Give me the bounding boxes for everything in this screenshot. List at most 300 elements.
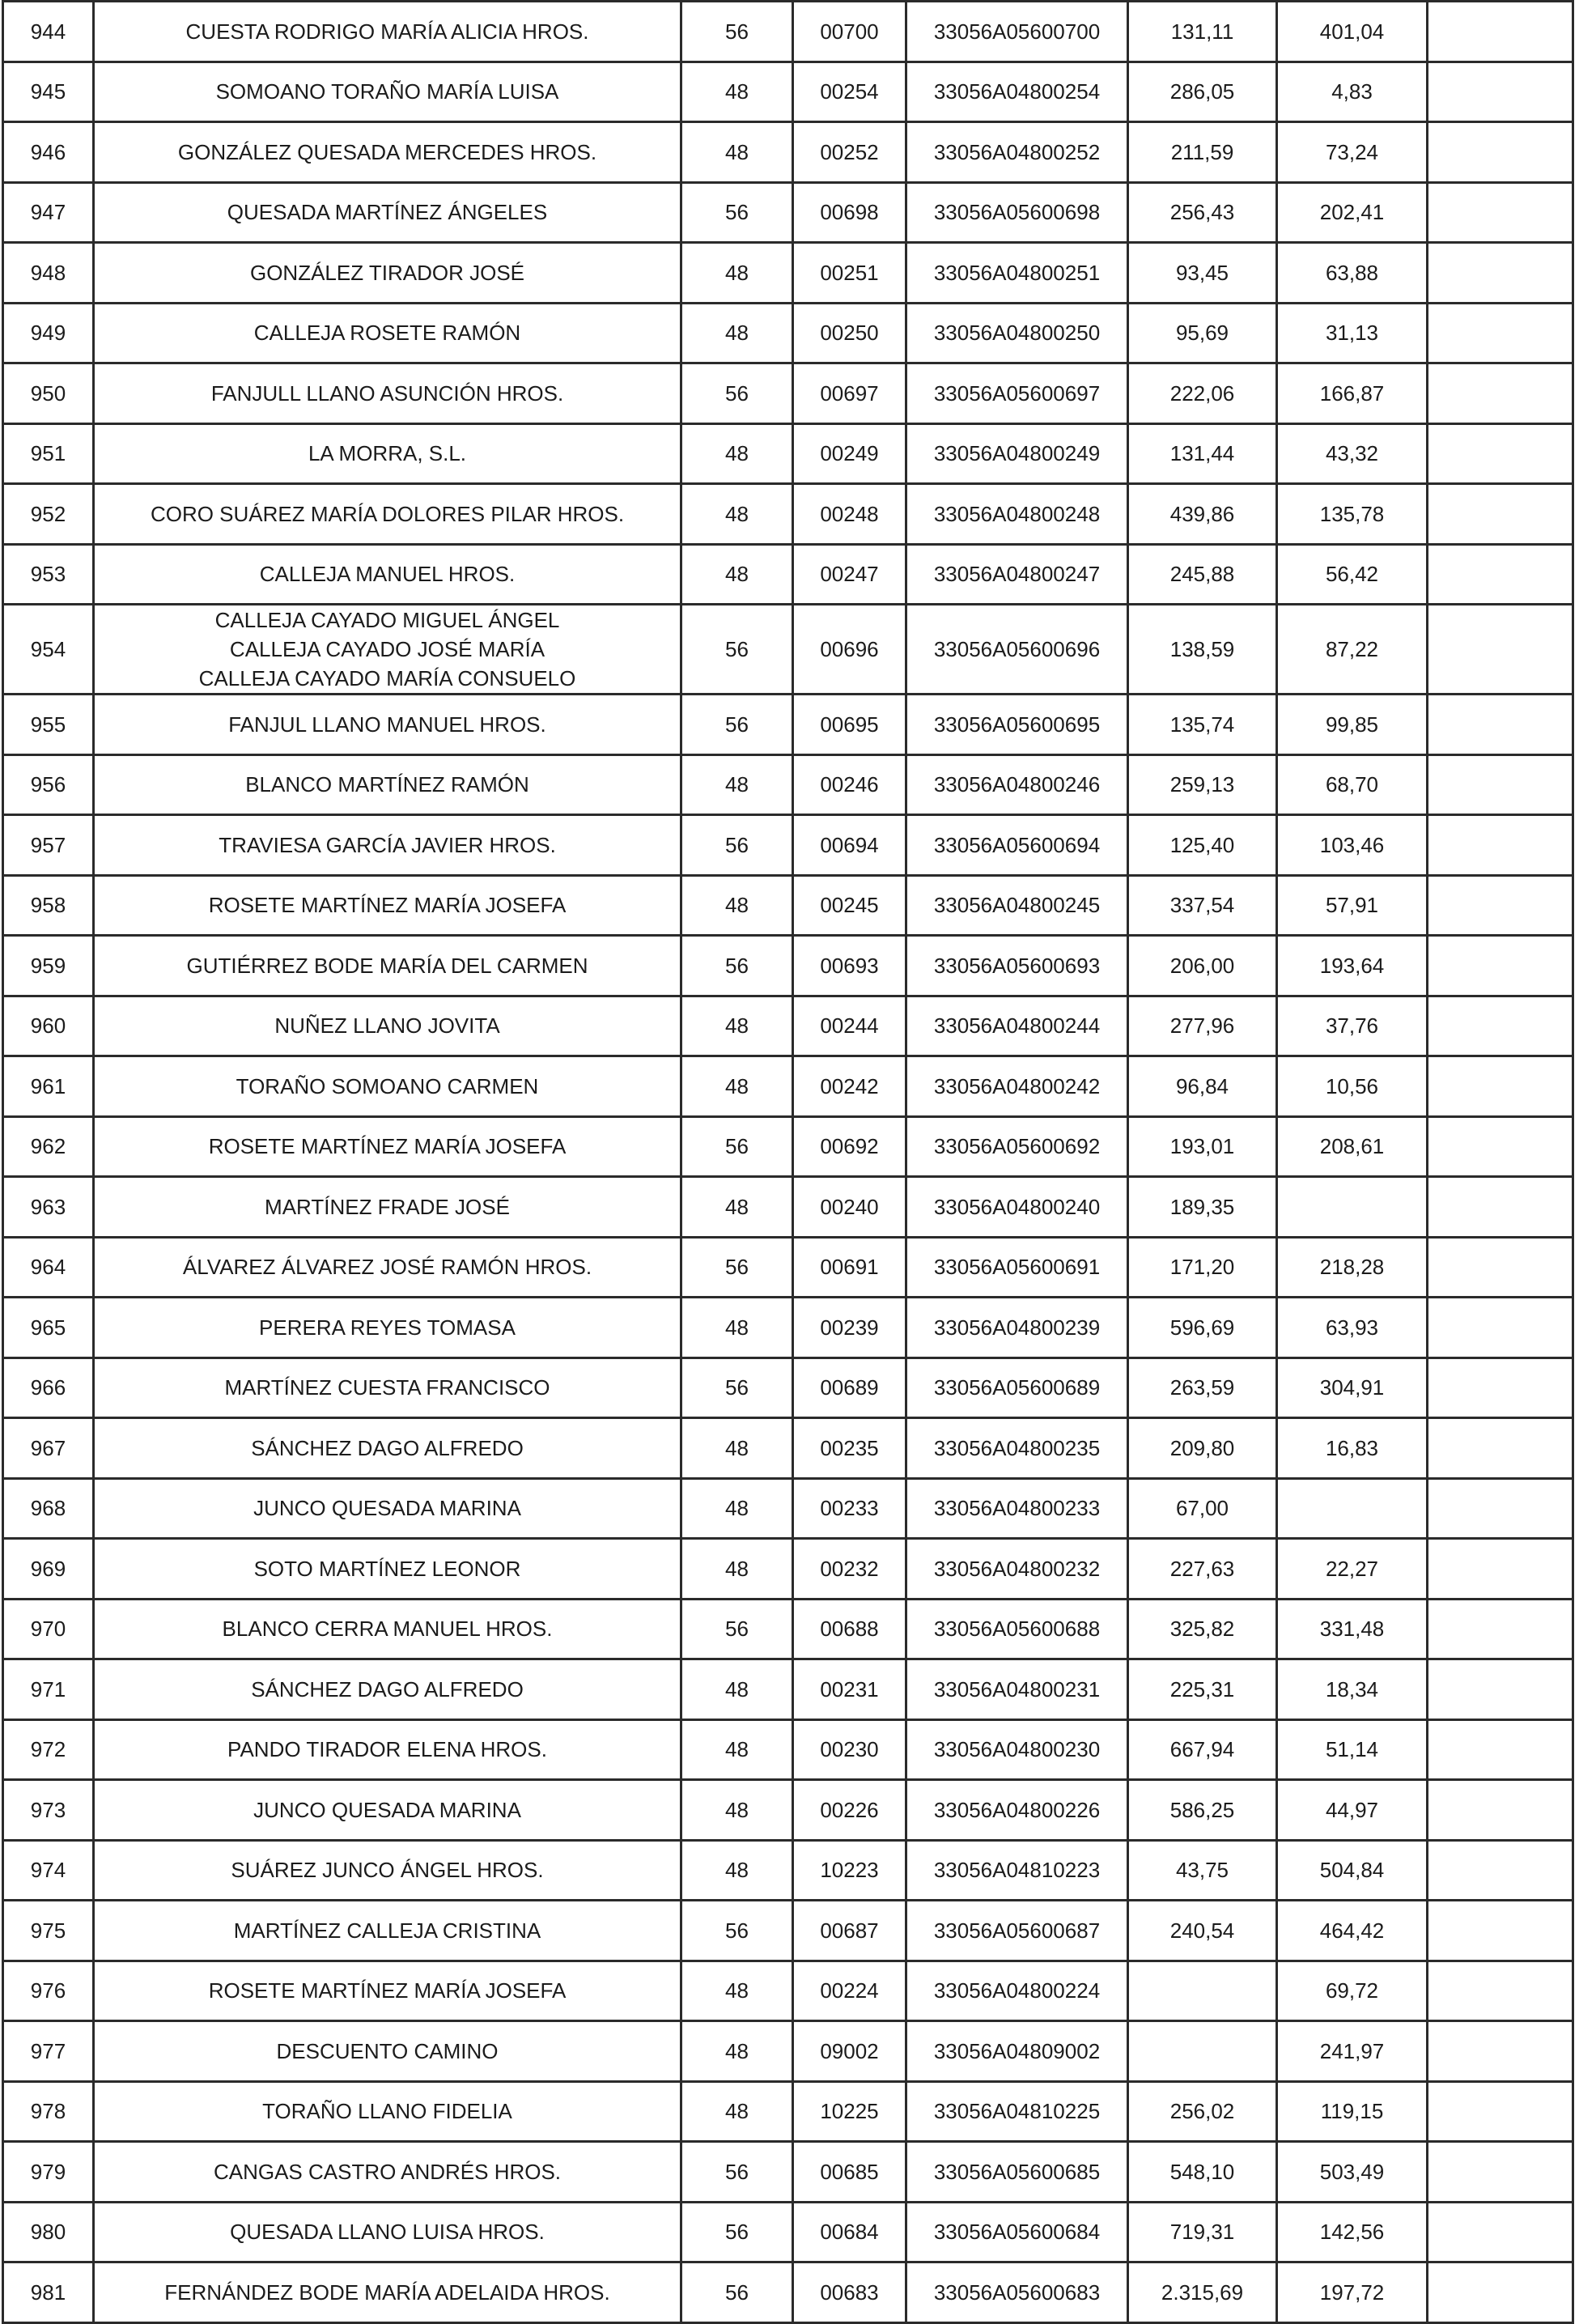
- parcela-cell: 00244: [793, 996, 906, 1056]
- value-2-cell: 63,88: [1277, 243, 1428, 304]
- value-2-cell: 56,42: [1277, 544, 1428, 605]
- value-2-cell: 504,84: [1277, 1840, 1428, 1901]
- cadastral-reference-cell: 33056A04800244: [906, 996, 1128, 1056]
- cadastral-reference-cell: 33056A04800254: [906, 62, 1128, 122]
- cadastral-reference-cell: 33056A04800242: [906, 1056, 1128, 1117]
- table-body: [3, 2, 1573, 2323]
- extra-column-cell: [1428, 1357, 1573, 1418]
- value-2-cell: 241,97: [1277, 2021, 1428, 2082]
- poligono-cell: 56: [681, 1599, 793, 1659]
- extra-column-cell: [1428, 423, 1573, 484]
- table-row: [3, 363, 1573, 424]
- value-2-cell: 331,48: [1277, 1599, 1428, 1659]
- cadastral-reference-cell: 33056A04800247: [906, 544, 1128, 605]
- table-row: [3, 2081, 1573, 2142]
- table-row: [3, 754, 1573, 815]
- table-row: [3, 695, 1573, 755]
- value-2-cell: 103,46: [1277, 815, 1428, 876]
- poligono-cell: 56: [681, 605, 793, 695]
- owner-name-cell: [94, 1237, 681, 1298]
- parcela-cell: 00698: [793, 182, 906, 243]
- cadastral-reference-cell: 33056A04800230: [906, 1719, 1128, 1780]
- owner-name-cell: [94, 2202, 681, 2262]
- owner-name-cell: [94, 996, 681, 1056]
- table-row: [3, 544, 1573, 605]
- table-row: [3, 875, 1573, 936]
- value-1-cell: 240,54: [1128, 1901, 1277, 1961]
- parcela-cell: 00240: [793, 1177, 906, 1238]
- owner-name-line: ROSETE MARTÍNEZ MARÍA JOSEFA: [208, 893, 567, 918]
- value-1-cell: 95,69: [1128, 303, 1277, 363]
- value-2-cell: 202,41: [1277, 182, 1428, 243]
- value-2-cell: 43,32: [1277, 423, 1428, 484]
- owner-name-cell: [94, 2, 681, 62]
- value-1-cell: 263,59: [1128, 1357, 1277, 1418]
- value-2-cell: 197,72: [1277, 2262, 1428, 2323]
- parcela-cell: 10223: [793, 1840, 906, 1901]
- value-2-cell: 401,04: [1277, 2, 1428, 62]
- value-1-cell: 93,45: [1128, 243, 1277, 304]
- value-1-cell: 131,44: [1128, 423, 1277, 484]
- row-number-cell: 969: [3, 1539, 94, 1600]
- parcela-cell: 00232: [793, 1539, 906, 1600]
- extra-column-cell: [1428, 2021, 1573, 2082]
- cadastral-reference-cell: 33056A05600694: [906, 815, 1128, 876]
- table-row: [3, 1539, 1573, 1600]
- row-number-cell: 971: [3, 1659, 94, 1720]
- poligono-cell: 48: [681, 1659, 793, 1720]
- poligono-cell: 56: [681, 1901, 793, 1961]
- parcela-cell: 00226: [793, 1780, 906, 1841]
- row-number-cell: 964: [3, 1237, 94, 1298]
- table-row: [3, 1901, 1573, 1961]
- extra-column-cell: [1428, 1237, 1573, 1298]
- row-number-cell: 980: [3, 2202, 94, 2262]
- extra-column-cell: [1428, 243, 1573, 304]
- parcela-cell: 00700: [793, 2, 906, 62]
- row-number-cell: 951: [3, 423, 94, 484]
- table-row: [3, 1478, 1573, 1539]
- poligono-cell: 56: [681, 182, 793, 243]
- cadastral-reference-cell: 33056A05600695: [906, 695, 1128, 755]
- owner-name-line: SOMOANO TORAÑO MARÍA LUISA: [215, 79, 559, 104]
- value-1-cell: 206,00: [1128, 936, 1277, 996]
- cadastral-reference-cell: 33056A05600691: [906, 1237, 1128, 1298]
- poligono-cell: 48: [681, 875, 793, 936]
- value-1-cell: 245,88: [1128, 544, 1277, 605]
- cadastral-reference-cell: 33056A05600698: [906, 182, 1128, 243]
- cadastral-reference-cell: 33056A05600689: [906, 1357, 1128, 1418]
- value-2-cell: 18,34: [1277, 1659, 1428, 1720]
- extra-column-cell: [1428, 1116, 1573, 1177]
- value-1-cell: 2.315,69: [1128, 2262, 1277, 2323]
- extra-column-cell: [1428, 363, 1573, 424]
- poligono-cell: 48: [681, 1539, 793, 1600]
- cadastral-reference-cell: 33056A04800233: [906, 1478, 1128, 1539]
- poligono-cell: 48: [681, 1056, 793, 1117]
- cadastral-reference-cell: 33056A04800240: [906, 1177, 1128, 1238]
- extra-column-cell: [1428, 2142, 1573, 2203]
- row-number-cell: 960: [3, 996, 94, 1056]
- row-number-cell: 949: [3, 303, 94, 363]
- extra-column-cell: [1428, 2081, 1573, 2142]
- owner-name-line: BLANCO CERRA MANUEL HROS.: [222, 1617, 553, 1642]
- poligono-cell: 48: [681, 1177, 793, 1238]
- owner-name-line: GONZÁLEZ QUESADA MERCEDES HROS.: [177, 139, 597, 164]
- owner-name-line: PANDO TIRADOR ELENA HROS.: [227, 1737, 547, 1762]
- owner-name-cell: [94, 1177, 681, 1238]
- extra-column-cell: [1428, 1418, 1573, 1479]
- owner-name-cell: [94, 2021, 681, 2082]
- owner-name-cell: [94, 1840, 681, 1901]
- row-number-cell: 948: [3, 243, 94, 304]
- value-2-cell: 4,83: [1277, 62, 1428, 122]
- row-number-cell: 962: [3, 1116, 94, 1177]
- extra-column-cell: [1428, 1961, 1573, 2021]
- table-row: [3, 1298, 1573, 1358]
- value-2-cell: 87,22: [1277, 605, 1428, 695]
- extra-column-cell: [1428, 484, 1573, 545]
- owner-name-line: CALLEJA MANUEL HROS.: [259, 562, 516, 587]
- owner-name-line: ÁLVAREZ ÁLVAREZ JOSÉ RAMÓN HROS.: [182, 1255, 592, 1280]
- owner-name-line: JUNCO QUESADA MARINA: [253, 1797, 521, 1822]
- table-row: [3, 1237, 1573, 1298]
- table-row: [3, 815, 1573, 876]
- extra-column-cell: [1428, 875, 1573, 936]
- extra-column-cell: [1428, 1719, 1573, 1780]
- cadastral-reference-cell: 33056A04800232: [906, 1539, 1128, 1600]
- row-number-cell: 957: [3, 815, 94, 876]
- row-number-cell: 945: [3, 62, 94, 122]
- extra-column-cell: [1428, 122, 1573, 183]
- table-row: [3, 1659, 1573, 1720]
- value-2-cell: 503,49: [1277, 2142, 1428, 2203]
- table-row: [3, 243, 1573, 304]
- cadastral-reference-cell: 33056A05600696: [906, 605, 1128, 695]
- poligono-cell: 48: [681, 544, 793, 605]
- poligono-cell: 48: [681, 2021, 793, 2082]
- row-number-cell: 963: [3, 1177, 94, 1238]
- parcel-table: [2, 0, 1574, 2324]
- cadastral-reference-cell: 33056A05600700: [906, 2, 1128, 62]
- value-2-cell: 218,28: [1277, 1237, 1428, 1298]
- parcela-cell: 00251: [793, 243, 906, 304]
- parcela-cell: 00683: [793, 2262, 906, 2323]
- cadastral-reference-cell: 33056A04800252: [906, 122, 1128, 183]
- parcela-cell: 00239: [793, 1298, 906, 1358]
- extra-column-cell: [1428, 996, 1573, 1056]
- table-row: [3, 423, 1573, 484]
- value-2-cell: 119,15: [1277, 2081, 1428, 2142]
- row-number-cell: 966: [3, 1357, 94, 1418]
- value-1-cell: 256,02: [1128, 2081, 1277, 2142]
- extra-column-cell: [1428, 1056, 1573, 1117]
- owner-name-cell: [94, 122, 681, 183]
- owner-name-line: CALLEJA CAYADO MIGUEL ÁNGEL: [214, 608, 560, 632]
- extra-column-cell: [1428, 815, 1573, 876]
- owner-name-cell: [94, 1116, 681, 1177]
- owner-name-cell: [94, 1298, 681, 1358]
- table-row: [3, 62, 1573, 122]
- value-2-cell: 208,61: [1277, 1116, 1428, 1177]
- row-number-cell: 944: [3, 2, 94, 62]
- poligono-cell: 48: [681, 122, 793, 183]
- table-row: [3, 303, 1573, 363]
- value-2-cell: 304,91: [1277, 1357, 1428, 1418]
- owner-name-cell: [94, 605, 681, 695]
- poligono-cell: 48: [681, 1840, 793, 1901]
- parcela-cell: 00252: [793, 122, 906, 183]
- owner-name-cell: [94, 1659, 681, 1720]
- parcela-cell: 00694: [793, 815, 906, 876]
- row-number-cell: 959: [3, 936, 94, 996]
- cadastral-reference-cell: 33056A04810225: [906, 2081, 1128, 2142]
- value-2-cell: 142,56: [1277, 2202, 1428, 2262]
- value-1-cell: 667,94: [1128, 1719, 1277, 1780]
- owner-name-cell: [94, 484, 681, 545]
- table-row: [3, 1840, 1573, 1901]
- table-row: [3, 2142, 1573, 2203]
- owner-name-line: MARTÍNEZ CUESTA FRANCISCO: [224, 1375, 550, 1400]
- extra-column-cell: [1428, 1780, 1573, 1841]
- value-1-cell: 277,96: [1128, 996, 1277, 1056]
- owner-name-line: GUTIÉRREZ BODE MARÍA DEL CARMEN: [186, 953, 588, 978]
- owner-name-cell: [94, 2142, 681, 2203]
- parcela-cell: 00247: [793, 544, 906, 605]
- extra-column-cell: [1428, 2202, 1573, 2262]
- owner-name-line: CALLEJA CAYADO JOSÉ MARÍA: [229, 637, 545, 661]
- row-number-cell: 958: [3, 875, 94, 936]
- cadastral-reference-cell: 33056A04800246: [906, 754, 1128, 815]
- row-number-cell: 950: [3, 363, 94, 424]
- owner-name-line: QUESADA MARTÍNEZ ÁNGELES: [227, 200, 548, 225]
- value-1-cell: 125,40: [1128, 815, 1277, 876]
- owner-name-cell: [94, 875, 681, 936]
- owner-name-line: ROSETE MARTÍNEZ MARÍA JOSEFA: [208, 1134, 567, 1159]
- extra-column-cell: [1428, 1901, 1573, 1961]
- extra-column-cell: [1428, 1177, 1573, 1238]
- value-1-cell: 43,75: [1128, 1840, 1277, 1901]
- poligono-cell: 56: [681, 363, 793, 424]
- owner-name-cell: [94, 62, 681, 122]
- poligono-cell: 48: [681, 996, 793, 1056]
- extra-column-cell: [1428, 605, 1573, 695]
- table-row: [3, 1961, 1573, 2021]
- owner-name-line: DESCUENTO CAMINO: [276, 2038, 499, 2063]
- parcela-cell: 00246: [793, 754, 906, 815]
- cadastral-reference-cell: 33056A04809002: [906, 2021, 1128, 2082]
- value-1-cell: [1128, 2021, 1277, 2082]
- owner-name-cell: [94, 1901, 681, 1961]
- poligono-cell: 56: [681, 815, 793, 876]
- parcela-cell: 00696: [793, 605, 906, 695]
- owner-name-cell: [94, 1961, 681, 2021]
- table-row: [3, 1719, 1573, 1780]
- poligono-cell: 48: [681, 1478, 793, 1539]
- table-row: [3, 1418, 1573, 1479]
- owner-name-line: SUÁREZ JUNCO ÁNGEL HROS.: [231, 1858, 544, 1883]
- extra-column-cell: [1428, 303, 1573, 363]
- owner-name-cell: [94, 2081, 681, 2142]
- parcela-cell: 10225: [793, 2081, 906, 2142]
- extra-column-cell: [1428, 544, 1573, 605]
- table-row: [3, 936, 1573, 996]
- value-1-cell: 439,86: [1128, 484, 1277, 545]
- owner-name-cell: [94, 1539, 681, 1600]
- row-number-cell: 968: [3, 1478, 94, 1539]
- cadastral-reference-cell: 33056A04800248: [906, 484, 1128, 545]
- row-number-cell: 953: [3, 544, 94, 605]
- parcela-cell: 00685: [793, 2142, 906, 2203]
- row-number-cell: 977: [3, 2021, 94, 2082]
- extra-column-cell: [1428, 1298, 1573, 1358]
- value-1-cell: 596,69: [1128, 1298, 1277, 1358]
- extra-column-cell: [1428, 1659, 1573, 1720]
- parcela-cell: 00224: [793, 1961, 906, 2021]
- owner-name-cell: [94, 1478, 681, 1539]
- poligono-cell: 48: [681, 243, 793, 304]
- owner-name-line: GONZÁLEZ TIRADOR JOSÉ: [249, 260, 524, 285]
- row-number-cell: 955: [3, 695, 94, 755]
- table-row: [3, 122, 1573, 183]
- parcela-cell: 00687: [793, 1901, 906, 1961]
- parcela-cell: 00231: [793, 1659, 906, 1720]
- row-number-cell: 946: [3, 122, 94, 183]
- poligono-cell: 56: [681, 1116, 793, 1177]
- value-1-cell: 256,43: [1128, 182, 1277, 243]
- value-1-cell: 719,31: [1128, 2202, 1277, 2262]
- cadastral-reference-cell: 33056A04800231: [906, 1659, 1128, 1720]
- poligono-cell: 56: [681, 936, 793, 996]
- cadastral-reference-cell: 33056A05600697: [906, 363, 1128, 424]
- cadastral-reference-cell: 33056A05600692: [906, 1116, 1128, 1177]
- cadastral-reference-cell: 33056A05600688: [906, 1599, 1128, 1659]
- poligono-cell: 48: [681, 484, 793, 545]
- value-2-cell: 31,13: [1277, 303, 1428, 363]
- owner-name-line: TORAÑO LLANO FIDELIA: [262, 2099, 512, 2124]
- value-2-cell: 99,85: [1277, 695, 1428, 755]
- cadastral-reference-cell: 33056A04800224: [906, 1961, 1128, 2021]
- owner-name-line: FANJUL LLANO MANUEL HROS.: [228, 712, 546, 737]
- value-2-cell: [1277, 1478, 1428, 1539]
- value-1-cell: 337,54: [1128, 875, 1277, 936]
- cadastral-reference-cell: 33056A04800251: [906, 243, 1128, 304]
- parcela-cell: 00254: [793, 62, 906, 122]
- value-1-cell: 211,59: [1128, 122, 1277, 183]
- owner-name-line: TORAÑO SOMOANO CARMEN: [236, 1073, 539, 1098]
- row-number-cell: 954: [3, 605, 94, 695]
- value-2-cell: 135,78: [1277, 484, 1428, 545]
- value-2-cell: 57,91: [1277, 875, 1428, 936]
- table-row: [3, 1116, 1573, 1177]
- value-2-cell: 22,27: [1277, 1539, 1428, 1600]
- value-2-cell: [1277, 1177, 1428, 1238]
- parcela-cell: 00684: [793, 2202, 906, 2262]
- poligono-cell: 48: [681, 303, 793, 363]
- table-row: [3, 605, 1573, 695]
- owner-name-line: SÁNCHEZ DAGO ALFREDO: [251, 1435, 524, 1460]
- parcela-cell: 00248: [793, 484, 906, 545]
- value-2-cell: 69,72: [1277, 1961, 1428, 2021]
- poligono-cell: 48: [681, 1719, 793, 1780]
- table-row: [3, 2021, 1573, 2082]
- extra-column-cell: [1428, 62, 1573, 122]
- parcela-cell: 00688: [793, 1599, 906, 1659]
- row-number-cell: 952: [3, 484, 94, 545]
- value-2-cell: 44,97: [1277, 1780, 1428, 1841]
- owner-name-cell: [94, 544, 681, 605]
- extra-column-cell: [1428, 695, 1573, 755]
- parcela-cell: 00250: [793, 303, 906, 363]
- row-number-cell: 978: [3, 2081, 94, 2142]
- parcela-cell: 00697: [793, 363, 906, 424]
- poligono-cell: 56: [681, 2262, 793, 2323]
- poligono-cell: 48: [681, 1961, 793, 2021]
- row-number-cell: 967: [3, 1418, 94, 1479]
- poligono-cell: 48: [681, 423, 793, 484]
- parcela-cell: 00242: [793, 1056, 906, 1117]
- row-number-cell: 947: [3, 182, 94, 243]
- owner-name-line: MARTÍNEZ FRADE JOSÉ: [265, 1194, 510, 1219]
- cadastral-reference-cell: 33056A04800226: [906, 1780, 1128, 1841]
- cadastral-reference-cell: 33056A04800245: [906, 875, 1128, 936]
- owner-name-line: JUNCO QUESADA MARINA: [253, 1496, 521, 1521]
- poligono-cell: 56: [681, 1357, 793, 1418]
- value-2-cell: 63,93: [1277, 1298, 1428, 1358]
- poligono-cell: 48: [681, 1418, 793, 1479]
- owner-name-cell: [94, 754, 681, 815]
- owner-name-line: ROSETE MARTÍNEZ MARÍA JOSEFA: [208, 1978, 567, 2003]
- row-number-cell: 979: [3, 2142, 94, 2203]
- poligono-cell: 56: [681, 695, 793, 755]
- value-2-cell: 166,87: [1277, 363, 1428, 424]
- extra-column-cell: [1428, 1599, 1573, 1659]
- value-1-cell: 259,13: [1128, 754, 1277, 815]
- table-row: [3, 996, 1573, 1056]
- poligono-cell: 48: [681, 1780, 793, 1841]
- poligono-cell: 48: [681, 62, 793, 122]
- owner-name-cell: [94, 695, 681, 755]
- extra-column-cell: [1428, 1840, 1573, 1901]
- value-1-cell: 225,31: [1128, 1659, 1277, 1720]
- poligono-cell: 56: [681, 2202, 793, 2262]
- cadastral-reference-cell: 33056A05600683: [906, 2262, 1128, 2323]
- cadastral-reference-cell: 33056A04800249: [906, 423, 1128, 484]
- owner-name-line: FERNÁNDEZ BODE MARÍA ADELAIDA HROS.: [164, 2279, 610, 2305]
- owner-name-line: CANGAS CASTRO ANDRÉS HROS.: [213, 2159, 562, 2184]
- row-number-cell: 961: [3, 1056, 94, 1117]
- poligono-cell: 56: [681, 2142, 793, 2203]
- owner-name-cell: [94, 1599, 681, 1659]
- owner-name-cell: [94, 936, 681, 996]
- owner-name-cell: [94, 1780, 681, 1841]
- owner-name-cell: [94, 1719, 681, 1780]
- owner-name-cell: [94, 1056, 681, 1117]
- cadastral-reference-cell: 33056A05600684: [906, 2202, 1128, 2262]
- extra-column-cell: [1428, 1478, 1573, 1539]
- table-row: [3, 1056, 1573, 1117]
- value-2-cell: 73,24: [1277, 122, 1428, 183]
- value-1-cell: 171,20: [1128, 1237, 1277, 1298]
- table-row: [3, 182, 1573, 243]
- value-1-cell: 548,10: [1128, 2142, 1277, 2203]
- table-row: [3, 1357, 1573, 1418]
- parcela-cell: 00230: [793, 1719, 906, 1780]
- value-1-cell: 586,25: [1128, 1780, 1277, 1841]
- owner-name-cell: [94, 423, 681, 484]
- poligono-cell: 48: [681, 1298, 793, 1358]
- row-number-cell: 981: [3, 2262, 94, 2323]
